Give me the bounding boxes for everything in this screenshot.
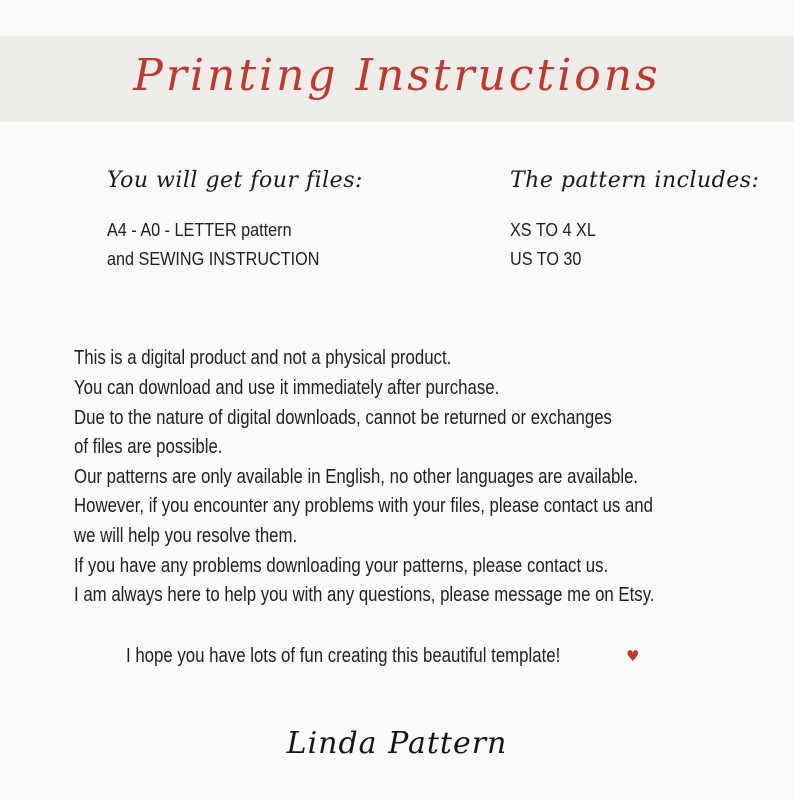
body-line: If you have any problems downloading your patterns, please contact us. (74, 555, 609, 577)
includes-line: US TO 30 (510, 249, 582, 269)
body-line: However, if you encounter any problems with your files, please contact us and (74, 495, 653, 517)
body-line: we will help you resolve them. (74, 525, 298, 547)
body-line: of files are possible. (74, 436, 223, 458)
files-line: and SEWING INSTRUCTION (107, 249, 320, 269)
body-line: Our patterns are only available in English, no other languages are available. (74, 466, 639, 488)
body-line: Due to the nature of digital downloads, cannot be returned or exchanges (74, 407, 612, 429)
closing-message: I hope you have lots of fun creating this beautiful template! (126, 645, 561, 667)
page-title: Printing Instructions (133, 50, 661, 101)
body-line: You can download and use it immediately after purchase. (74, 377, 500, 399)
body-line: This is a digital product and not a physical product. (74, 347, 452, 369)
files-line: A4 - A0 - LETTER pattern (107, 220, 292, 240)
files-heading: You will get four files: (107, 168, 363, 193)
includes-heading: The pattern includes: (510, 168, 760, 193)
body-line: I am always here to help you with any questions, please message me on Etsy. (74, 584, 655, 606)
heart-icon: ♥ (626, 647, 640, 665)
signature: Linda Pattern (286, 726, 508, 761)
includes-line: XS TO 4 XL (510, 220, 596, 240)
